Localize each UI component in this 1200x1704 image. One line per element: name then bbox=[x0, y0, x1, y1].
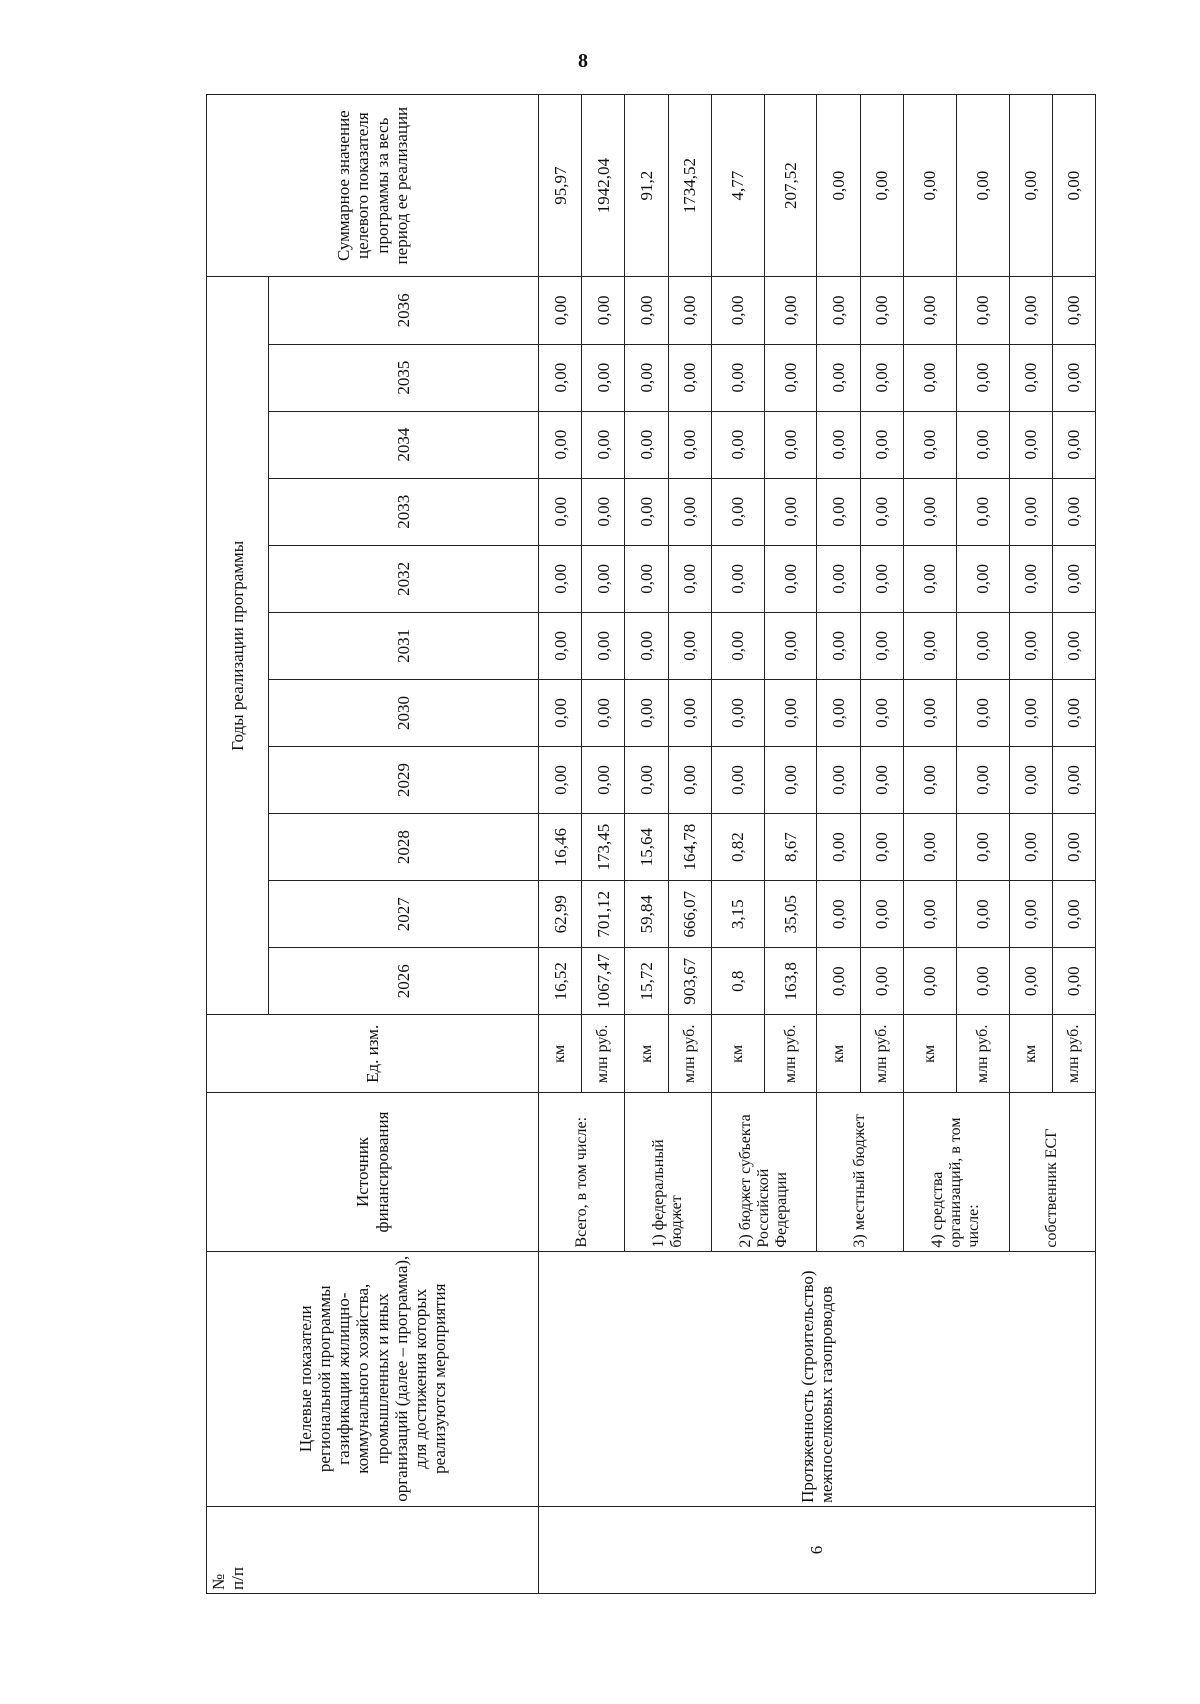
value-cell: 0,00 bbox=[668, 344, 711, 411]
rotated-table-container bbox=[206, 94, 1096, 1594]
value-cell: 0,00 bbox=[860, 881, 903, 948]
value-cell: 0,00 bbox=[903, 478, 956, 545]
value-cell: 0,8 bbox=[711, 948, 764, 1015]
value-cell: 0,00 bbox=[817, 814, 860, 881]
header-year: 2031 bbox=[269, 612, 539, 679]
value-cell: 0,00 bbox=[711, 612, 764, 679]
value-cell: 0,00 bbox=[668, 679, 711, 746]
value-cell: 0,00 bbox=[764, 679, 817, 746]
value-cell: 0,00 bbox=[625, 612, 668, 679]
value-cell: 0,00 bbox=[1052, 747, 1095, 814]
value-cell: 0,00 bbox=[711, 747, 764, 814]
value-cell: 0,00 bbox=[764, 344, 817, 411]
value-cell: 0,00 bbox=[817, 948, 860, 1015]
header-row-1 bbox=[207, 95, 269, 1594]
value-cell: 0,00 bbox=[625, 679, 668, 746]
total-cell: 1942,04 bbox=[582, 95, 625, 277]
value-cell: 0,00 bbox=[764, 545, 817, 612]
funding-source: 1) федеральный бюджет bbox=[625, 1093, 711, 1251]
value-cell: 0,00 bbox=[582, 612, 625, 679]
value-cell: 0,00 bbox=[539, 344, 582, 411]
value-cell: 8,67 bbox=[764, 814, 817, 881]
row-number: 6 bbox=[539, 1506, 1096, 1593]
value-cell: 0,00 bbox=[711, 411, 764, 478]
funding-source: собственник ЕСГ bbox=[1009, 1093, 1096, 1251]
indicator-cell: Протяженность (строительство) межпоселковых газопроводов bbox=[539, 1251, 1096, 1506]
value-cell: 0,00 bbox=[1009, 948, 1052, 1015]
value-cell: 164,78 bbox=[668, 814, 711, 881]
value-cell: 0,00 bbox=[1052, 814, 1095, 881]
value-cell: 0,00 bbox=[1052, 411, 1095, 478]
value-cell: 0,00 bbox=[1052, 881, 1095, 948]
value-cell: 0,00 bbox=[903, 277, 956, 344]
value-cell: 16,46 bbox=[539, 814, 582, 881]
total-cell: 4,77 bbox=[711, 95, 764, 277]
unit-cell: млн руб. bbox=[582, 1015, 625, 1093]
total-cell: 0,00 bbox=[903, 95, 956, 277]
value-cell: 0,00 bbox=[860, 747, 903, 814]
value-cell: 0,00 bbox=[1009, 545, 1052, 612]
value-cell: 0,00 bbox=[625, 747, 668, 814]
value-cell: 0,00 bbox=[1052, 612, 1095, 679]
value-cell: 0,00 bbox=[668, 277, 711, 344]
total-cell: 207,52 bbox=[764, 95, 817, 277]
header-total: Суммарное значение целевого показателя программы за весь период ее реализации bbox=[207, 95, 539, 277]
unit-cell: млн руб. bbox=[860, 1015, 903, 1093]
total-cell: 0,00 bbox=[1052, 95, 1095, 277]
value-cell: 0,00 bbox=[711, 344, 764, 411]
value-cell: 0,00 bbox=[817, 478, 860, 545]
value-cell: 0,00 bbox=[582, 545, 625, 612]
value-cell: 0,00 bbox=[1052, 344, 1095, 411]
header-year: 2035 bbox=[269, 344, 539, 411]
value-cell: 0,00 bbox=[956, 612, 1009, 679]
unit-cell: км bbox=[1009, 1015, 1052, 1093]
unit-cell: млн руб. bbox=[1052, 1015, 1095, 1093]
value-cell: 0,00 bbox=[582, 277, 625, 344]
table-row bbox=[539, 95, 582, 1594]
value-cell: 0,00 bbox=[764, 612, 817, 679]
value-cell: 3,15 bbox=[711, 881, 764, 948]
value-cell: 0,00 bbox=[711, 545, 764, 612]
value-cell: 0,00 bbox=[860, 478, 903, 545]
value-cell: 0,00 bbox=[668, 612, 711, 679]
unit-cell: км bbox=[539, 1015, 582, 1093]
value-cell: 0,00 bbox=[1009, 881, 1052, 948]
value-cell: 62,99 bbox=[539, 881, 582, 948]
value-cell: 0,00 bbox=[711, 277, 764, 344]
value-cell: 0,00 bbox=[956, 277, 1009, 344]
value-cell: 0,00 bbox=[817, 344, 860, 411]
value-cell: 903,67 bbox=[668, 948, 711, 1015]
value-cell: 0,00 bbox=[668, 411, 711, 478]
value-cell: 0,00 bbox=[539, 545, 582, 612]
header-year: 2034 bbox=[269, 411, 539, 478]
value-cell: 16,52 bbox=[539, 948, 582, 1015]
value-cell: 0,82 bbox=[711, 814, 764, 881]
header-year: 2026 bbox=[269, 948, 539, 1015]
value-cell: 0,00 bbox=[668, 478, 711, 545]
value-cell: 0,00 bbox=[582, 747, 625, 814]
value-cell: 0,00 bbox=[1052, 545, 1095, 612]
value-cell: 0,00 bbox=[711, 478, 764, 545]
value-cell: 0,00 bbox=[903, 948, 956, 1015]
value-cell: 0,00 bbox=[539, 747, 582, 814]
value-cell: 0,00 bbox=[903, 747, 956, 814]
value-cell: 0,00 bbox=[956, 411, 1009, 478]
value-cell: 0,00 bbox=[1009, 814, 1052, 881]
value-cell: 0,00 bbox=[903, 344, 956, 411]
value-cell: 0,00 bbox=[668, 747, 711, 814]
value-cell: 0,00 bbox=[1009, 612, 1052, 679]
value-cell: 0,00 bbox=[817, 679, 860, 746]
value-cell: 0,00 bbox=[860, 545, 903, 612]
total-cell: 0,00 bbox=[1009, 95, 1052, 277]
unit-cell: км bbox=[711, 1015, 764, 1093]
value-cell: 0,00 bbox=[903, 679, 956, 746]
value-cell: 35,05 bbox=[764, 881, 817, 948]
header-year: 2029 bbox=[269, 747, 539, 814]
unit-cell: млн руб. bbox=[668, 1015, 711, 1093]
value-cell: 1067,47 bbox=[582, 948, 625, 1015]
funding-source: 4) средства организаций, в том числе: bbox=[903, 1093, 1009, 1251]
unit-cell: км bbox=[817, 1015, 860, 1093]
value-cell: 0,00 bbox=[817, 545, 860, 612]
value-cell: 163,8 bbox=[764, 948, 817, 1015]
value-cell: 0,00 bbox=[956, 679, 1009, 746]
header-source: Источник финансирования bbox=[207, 1093, 539, 1251]
gasification-indicators-table bbox=[206, 94, 1096, 1594]
total-cell: 95,97 bbox=[539, 95, 582, 277]
value-cell: 701,12 bbox=[582, 881, 625, 948]
header-year: 2033 bbox=[269, 478, 539, 545]
value-cell: 0,00 bbox=[1009, 679, 1052, 746]
unit-cell: млн руб. bbox=[764, 1015, 817, 1093]
unit-cell: км bbox=[625, 1015, 668, 1093]
value-cell: 0,00 bbox=[539, 612, 582, 679]
funding-source: 2) бюджет субъекта Российской Федерации bbox=[711, 1093, 817, 1251]
total-cell: 91,2 bbox=[625, 95, 668, 277]
value-cell: 0,00 bbox=[860, 277, 903, 344]
header-year: 2028 bbox=[269, 814, 539, 881]
value-cell: 0,00 bbox=[956, 545, 1009, 612]
value-cell: 0,00 bbox=[764, 411, 817, 478]
value-cell: 0,00 bbox=[625, 277, 668, 344]
value-cell: 0,00 bbox=[817, 277, 860, 344]
value-cell: 0,00 bbox=[539, 277, 582, 344]
value-cell: 0,00 bbox=[764, 478, 817, 545]
value-cell: 0,00 bbox=[860, 948, 903, 1015]
value-cell: 0,00 bbox=[668, 545, 711, 612]
header-year: 2032 bbox=[269, 545, 539, 612]
value-cell: 0,00 bbox=[1009, 478, 1052, 545]
value-cell: 0,00 bbox=[1009, 344, 1052, 411]
value-cell: 0,00 bbox=[625, 545, 668, 612]
header-year: 2036 bbox=[269, 277, 539, 344]
value-cell: 0,00 bbox=[582, 478, 625, 545]
value-cell: 0,00 bbox=[903, 881, 956, 948]
value-cell: 0,00 bbox=[817, 881, 860, 948]
value-cell: 0,00 bbox=[817, 411, 860, 478]
total-cell: 0,00 bbox=[817, 95, 860, 277]
value-cell: 0,00 bbox=[539, 411, 582, 478]
value-cell: 0,00 bbox=[903, 411, 956, 478]
value-cell: 0,00 bbox=[860, 679, 903, 746]
value-cell: 0,00 bbox=[956, 948, 1009, 1015]
value-cell: 0,00 bbox=[1052, 679, 1095, 746]
unit-cell: млн руб. bbox=[956, 1015, 1009, 1093]
header-years-group: Годы реализации программы bbox=[207, 277, 269, 1015]
funding-source: 3) местный бюджет bbox=[817, 1093, 903, 1251]
value-cell: 0,00 bbox=[860, 344, 903, 411]
value-cell: 0,00 bbox=[625, 478, 668, 545]
unit-cell: км bbox=[903, 1015, 956, 1093]
value-cell: 59,84 bbox=[625, 881, 668, 948]
header-num: № п/п bbox=[207, 1506, 539, 1593]
value-cell: 0,00 bbox=[625, 411, 668, 478]
value-cell: 0,00 bbox=[817, 612, 860, 679]
value-cell: 0,00 bbox=[625, 344, 668, 411]
value-cell: 0,00 bbox=[711, 679, 764, 746]
value-cell: 0,00 bbox=[582, 344, 625, 411]
value-cell: 0,00 bbox=[1009, 411, 1052, 478]
value-cell: 0,00 bbox=[903, 814, 956, 881]
value-cell: 0,00 bbox=[817, 747, 860, 814]
header-indicator: Целевые показатели региональной программы газификации жилищно-коммунального хозяйства, промышленных и иных организаций (далее – программа), для достижения которых реализуются мероприятия bbox=[207, 1251, 539, 1506]
value-cell: 0,00 bbox=[903, 612, 956, 679]
funding-source: Всего, в том числе: bbox=[539, 1093, 625, 1251]
value-cell: 666,07 bbox=[668, 881, 711, 948]
table-body bbox=[539, 95, 1096, 1594]
value-cell: 0,00 bbox=[1009, 277, 1052, 344]
value-cell: 0,00 bbox=[860, 814, 903, 881]
value-cell: 15,72 bbox=[625, 948, 668, 1015]
total-cell: 0,00 bbox=[956, 95, 1009, 277]
value-cell: 15,64 bbox=[625, 814, 668, 881]
header-year: 2030 bbox=[269, 679, 539, 746]
value-cell: 0,00 bbox=[539, 679, 582, 746]
header-year: 2027 bbox=[269, 881, 539, 948]
value-cell: 0,00 bbox=[956, 814, 1009, 881]
value-cell: 0,00 bbox=[956, 881, 1009, 948]
header-unit: Ед. изм. bbox=[207, 1015, 539, 1093]
value-cell: 173,45 bbox=[582, 814, 625, 881]
value-cell: 0,00 bbox=[903, 545, 956, 612]
value-cell: 0,00 bbox=[1009, 747, 1052, 814]
value-cell: 0,00 bbox=[956, 478, 1009, 545]
value-cell: 0,00 bbox=[956, 344, 1009, 411]
value-cell: 0,00 bbox=[860, 612, 903, 679]
value-cell: 0,00 bbox=[860, 411, 903, 478]
value-cell: 0,00 bbox=[764, 277, 817, 344]
value-cell: 0,00 bbox=[582, 411, 625, 478]
value-cell: 0,00 bbox=[1052, 478, 1095, 545]
value-cell: 0,00 bbox=[582, 679, 625, 746]
value-cell: 0,00 bbox=[1052, 277, 1095, 344]
total-cell: 0,00 bbox=[860, 95, 903, 277]
page-number: 8 bbox=[578, 50, 588, 72]
value-cell: 0,00 bbox=[956, 747, 1009, 814]
value-cell: 0,00 bbox=[764, 747, 817, 814]
value-cell: 0,00 bbox=[539, 478, 582, 545]
value-cell: 0,00 bbox=[1052, 948, 1095, 1015]
total-cell: 1734,52 bbox=[668, 95, 711, 277]
